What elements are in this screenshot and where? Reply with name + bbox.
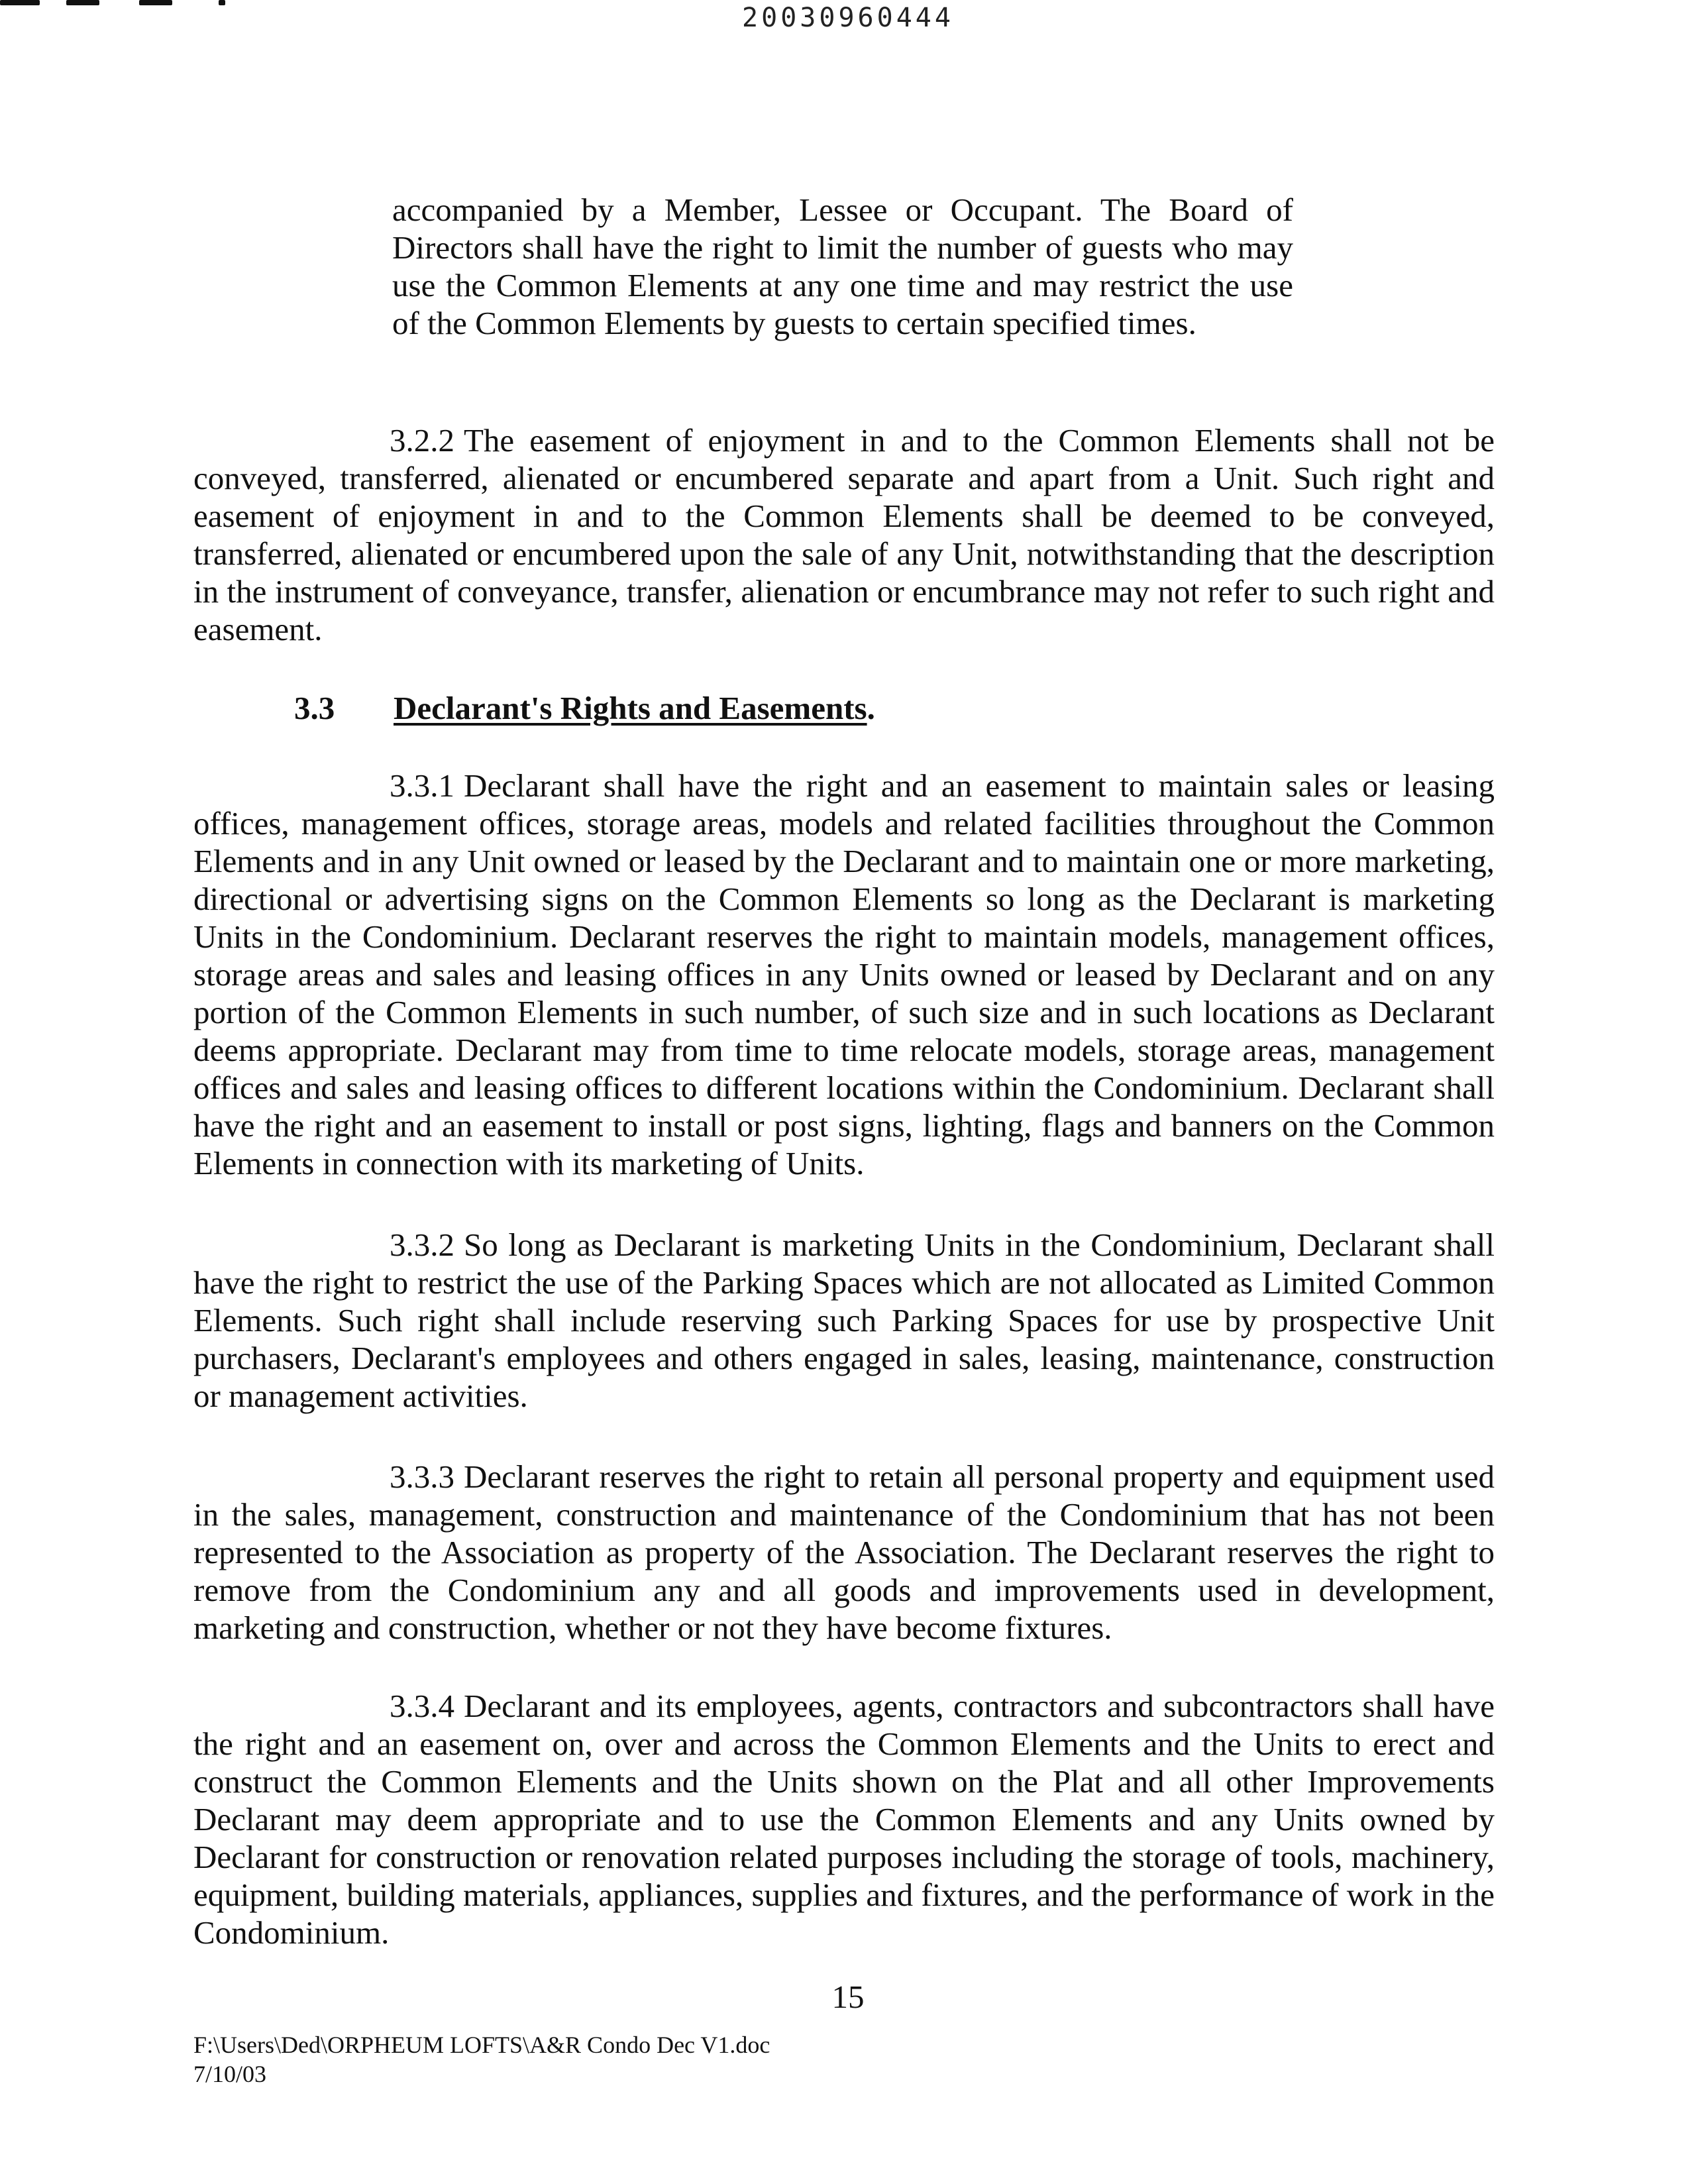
paragraph-text: The easement of enjoyment in and to the Common Elements shall not be conveyed, transferred, alienated or encumbered separate and apart from a Unit. Such right and easement of enjoyment in and to the Common Elements shall be deemed to be conveyed, transferred, alienated or encumbered upon the sale of any Unit, notwithstanding that the description in the instrument of conveyance, transfer, alienation or encumbrance may not refer to such right and easement. [193, 422, 1495, 647]
file-path: F:\Users\Ded\ORPHEUM LOFTS\A&R Condo Dec V1.doc [193, 2032, 770, 2058]
paragraph-number: 3.3.2 [390, 1227, 454, 1263]
section-number: 3.3 [294, 690, 335, 726]
section-heading [294, 689, 875, 727]
paragraph-number: 3.3.3 [390, 1458, 454, 1495]
paragraph-text: Declarant and its employees, agents, contractors and subcontractors shall have the right and an easement on, over and across the Common Elements and the Units to erect and construct the Common Elements and the Units shown on the Plat and all other Improvements Declarant may deem appropriate and to use the Common Elements and any Units owned by Declarant for construction or renovation related purposes including the storage of tools, machinery, equipment, building materials, appliances, supplies and fixtures, and the performance of work in the Condominium. [193, 1688, 1495, 1951]
section-title-period: . [867, 690, 875, 726]
paragraph-text: Declarant shall have the right and an easement to maintain sales or leasing offices, management offices, storage areas, models and related facilities throughout the Common Elements and in any Unit owned or leased by the Declarant and to maintain one or more marketing, directional or advertising signs on the Common Elements so long as the Declarant is marketing Units in the Condominium. Declarant reserves the right to maintain models, management offices, storage areas and sales and leasing offices in any Units owned or leased by Declarant and on any portion of the Common Elements in such number, of such size and in such locations as Declarant deems appropriate. Declarant may from time to time relocate models, storage areas, management offices and sales and leasing offices to different locations within the Condominium. Declarant shall have the right and an easement to install or post signs, lighting, flags and banners on the Common Elements in connection with its marketing of Units. [193, 767, 1495, 1181]
paragraph-text: So long as Declarant is marketing Units in the Condominium, Declarant shall have the right to restrict the use of the Parking Spaces which are not allocated as Limited Common Elements. Such right shall include reserving such Parking Spaces for use by prospective Unit purchasers, Declarant's employees and others engaged in sales, leasing, maintenance, construction or management activities. [193, 1227, 1495, 1414]
paragraph-number: 3.3.4 [390, 1688, 454, 1724]
paragraph-3-2-2 [193, 421, 1495, 648]
paragraph-text: Declarant reserves the right to retain all personal property and equipment used in the sales, management, construction and maintenance of the Condominium that has not been represented to the Association as property of the Association. The Declarant reserves the right to remove from the Condominium any and all goods and improvements used in development, marketing and construction, whether or not they have become fixtures. [193, 1458, 1495, 1646]
file-date: 7/10/03 [193, 2061, 267, 2087]
paragraph-3-3-1 [193, 767, 1495, 1182]
document-number: 20030960444 [742, 3, 954, 33]
section-title: Declarant's Rights and Easements [394, 690, 867, 726]
file-footer [193, 2030, 770, 2089]
paragraph-3-3-2 [193, 1226, 1495, 1415]
paragraph-3-3-4 [193, 1687, 1495, 1951]
paragraph-3-3-3 [193, 1458, 1495, 1647]
paragraph-number: 3.3.1 [390, 767, 454, 804]
paragraph-guests: accompanied by a Member, Lessee or Occupant. The Board of Directors shall have the right to limit the number of guests who may use the Common Elements at any one time and may restrict the use of the Common Elements by guests to certain specified times. [392, 191, 1293, 341]
page-number: 15 [831, 1979, 865, 2015]
paragraph-number: 3.2.2 [390, 422, 454, 459]
